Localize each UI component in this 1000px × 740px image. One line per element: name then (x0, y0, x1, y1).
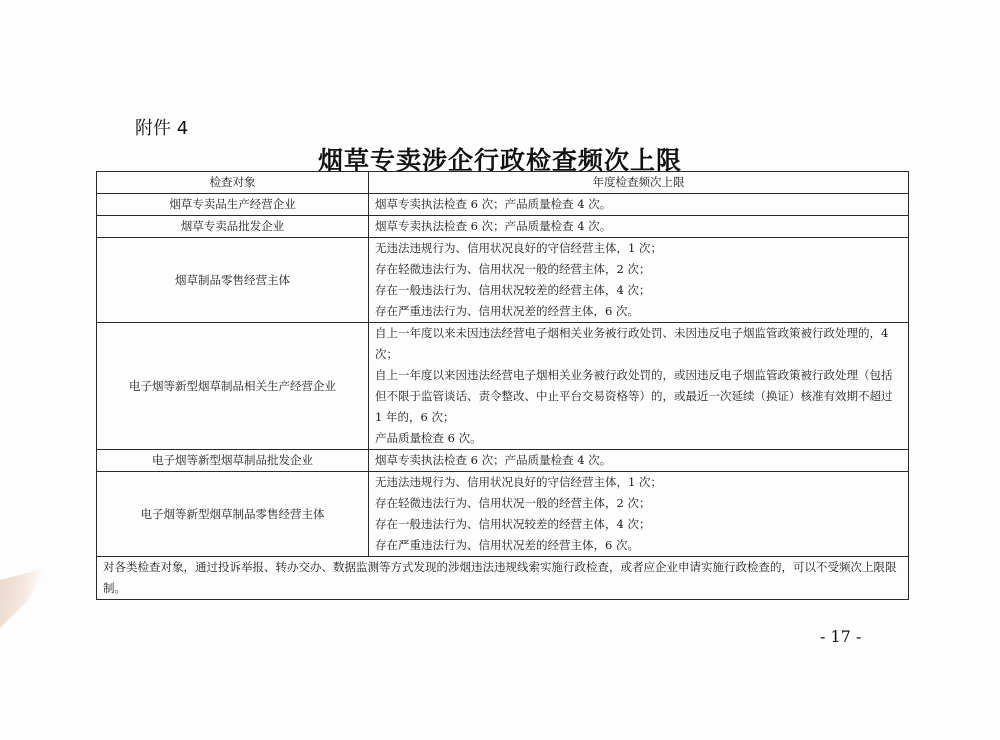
row-limit (369, 323, 909, 450)
page-title: 烟草专卖涉企行政检查频次上限 (317, 146, 682, 175)
row-limit (369, 450, 909, 472)
row-object: 烟草专卖品生产经营企业 (97, 194, 369, 216)
row-object: 电子烟等新型烟草制品批发企业 (97, 450, 369, 472)
limit-line: 存在严重违法行为、信用状况差的经营主体，6 次。 (375, 538, 639, 552)
table-note-row (97, 557, 909, 600)
table-header-row (97, 172, 909, 194)
table-row (97, 238, 909, 323)
limit-line: 存在轻微违法行为、信用状况一般的经营主体，2 次； (375, 262, 651, 276)
limit-line: 自上一年度以来因违法经营电子烟相关业务被行政处罚的，或因违反电子烟监管政策被行政处理（包括但不限于监管谈话、责令整改、中止平台交易资格等）的，或最近一次延续（换证）核准有效期不超过 1 年的，6 次； (375, 368, 893, 424)
attachment-label: 附件 4 (135, 118, 189, 139)
limit-line: 烟草专卖执法检查 6 次；产品质量检查 4 次。 (375, 197, 612, 211)
table-row (97, 216, 909, 238)
limit-line: 无违法违规行为、信用状况良好的守信经营主体，1 次； (375, 241, 662, 255)
row-object: 烟草专卖品批发企业 (97, 216, 369, 238)
row-object: 烟草制品零售经营主体 (97, 238, 369, 323)
limit-line: 存在一般违法行为、信用状况较差的经营主体，4 次； (375, 283, 651, 297)
table-row (97, 323, 909, 450)
limit-line: 烟草专卖执法检查 6 次；产品质量检查 4 次。 (375, 453, 612, 467)
page-edge-shadow (0, 568, 46, 628)
row-limit (369, 194, 909, 216)
column-header-object: 检查对象 (97, 172, 369, 194)
table-row (97, 194, 909, 216)
inspection-frequency-table (96, 171, 909, 600)
row-object: 电子烟等新型烟草制品相关生产经营企业 (97, 323, 369, 450)
limit-line: 存在严重违法行为、信用状况差的经营主体，6 次。 (375, 304, 639, 318)
page-number: - 17 - (820, 627, 862, 646)
table-row (97, 472, 909, 557)
limit-line: 产品质量检查 6 次。 (375, 431, 482, 445)
row-limit (369, 216, 909, 238)
row-limit (369, 238, 909, 323)
limit-line: 自上一年度以来未因违法经营电子烟相关业务被行政处罚、未因违反电子烟监管政策被行政处理的，4 次； (375, 326, 889, 361)
table-row (97, 450, 909, 472)
column-header-limit: 年度检查频次上限 (369, 172, 909, 194)
limit-line: 烟草专卖执法检查 6 次；产品质量检查 4 次。 (375, 219, 612, 233)
limit-line: 存在一般违法行为、信用状况较差的经营主体，4 次； (375, 517, 651, 531)
row-object: 电子烟等新型烟草制品零售经营主体 (97, 472, 369, 557)
limit-line: 存在轻微违法行为、信用状况一般的经营主体，2 次； (375, 496, 651, 510)
table-note: 对各类检查对象，通过投诉举报、转办交办、数据监测等方式发现的涉烟违法违规线索实施行政检查，或者应企业申请实施行政检查的，可以不受频次上限限制。 (97, 557, 909, 600)
limit-line: 无违法违规行为、信用状况良好的守信经营主体，1 次； (375, 475, 662, 489)
row-limit (369, 472, 909, 557)
